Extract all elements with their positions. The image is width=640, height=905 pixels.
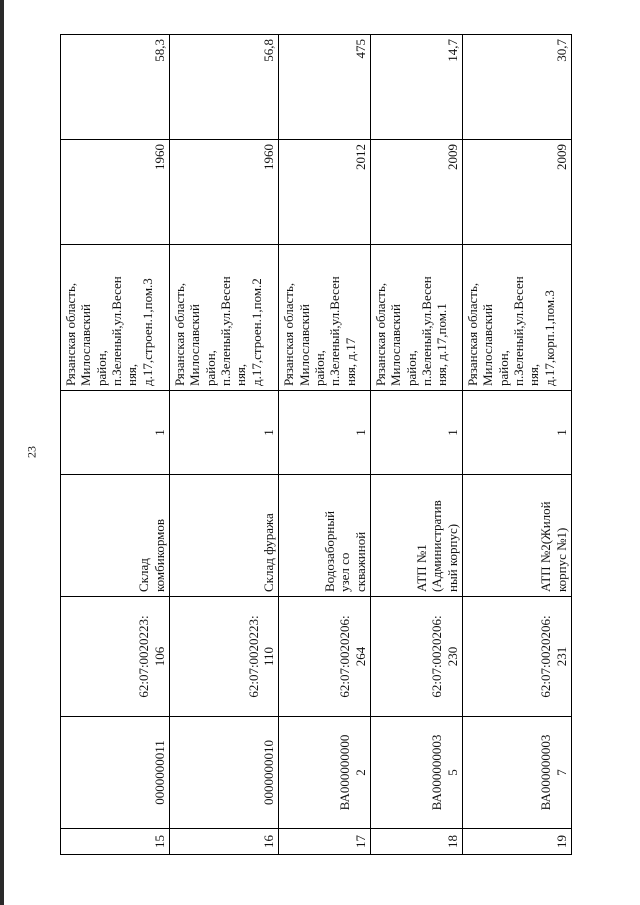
object-name-cell: АТП №1 (Административ ный корпус) (371, 475, 463, 597)
cadastral-number-cell: 62:07:0020206: 264 (279, 597, 371, 717)
page-number: 23 (24, 446, 39, 458)
object-name-cell: Склад фуража (170, 475, 279, 597)
table-row (371, 35, 463, 855)
row-number-cell: 18 (371, 829, 463, 855)
row-number-cell: 17 (279, 829, 371, 855)
year-cell: 2009 (462, 140, 571, 245)
table-row (61, 35, 170, 855)
object-name-cell: Водозаборный узел со скважиной (279, 475, 371, 597)
address-cell: Рязанская область, Милославский район, п.Зеленый,ул.Весен няя, д.17,корп.1,пом.3 (462, 245, 571, 391)
inventory-number-cell: 0000000010 (170, 717, 279, 829)
inventory-number-cell: ВА000000003 7 (462, 717, 571, 829)
address-cell: Рязанская область, Милославский район, п.Зеленый,ул.Весен няя, д.17 (279, 245, 371, 391)
cadastral-number-cell: 62:07:0020206: 231 (462, 597, 571, 717)
address-cell: Рязанская область, Милославский район, п.Зеленый,ул.Весен няя, д.17,строен.1,пом.3 (61, 245, 170, 391)
row-number-cell: 19 (462, 829, 571, 855)
area-cell: 14,7 (371, 35, 463, 140)
table-row (170, 35, 279, 855)
cadastral-number-cell: 62:07:0020223: 110 (170, 597, 279, 717)
row-number-cell: 15 (61, 829, 170, 855)
year-cell: 2009 (371, 140, 463, 245)
quantity-cell: 1 (371, 391, 463, 475)
address-cell: Рязанская область, Милославский район, п.Зеленый,ул.Весен няя, д.17,пом.1 (371, 245, 463, 391)
rotated-table-container (60, 35, 572, 855)
year-cell: 1960 (170, 140, 279, 245)
quantity-cell: 1 (61, 391, 170, 475)
quantity-cell: 1 (462, 391, 571, 475)
area-cell: 30,7 (462, 35, 571, 140)
object-name-cell: АТП №2(Жилой корпус №1) (462, 475, 571, 597)
year-cell: 1960 (61, 140, 170, 245)
area-cell: 58,3 (61, 35, 170, 140)
property-registry-table (60, 34, 572, 855)
inventory-number-cell: 0000000011 (61, 717, 170, 829)
cadastral-number-cell: 62:07:0020206: 230 (371, 597, 463, 717)
quantity-cell: 1 (279, 391, 371, 475)
year-cell: 2012 (279, 140, 371, 245)
quantity-cell: 1 (170, 391, 279, 475)
address-cell: Рязанская область, Милославский район, п.Зеленый,ул.Весен няя, д.17,строен.1,пом.2 (170, 245, 279, 391)
table-row (462, 35, 571, 855)
cadastral-number-cell: 62:07:0020223: 106 (61, 597, 170, 717)
inventory-number-cell: ВА000000000 2 (279, 717, 371, 829)
scan-edge (0, 0, 4, 905)
row-number-cell: 16 (170, 829, 279, 855)
table-row (279, 35, 371, 855)
area-cell: 475 (279, 35, 371, 140)
area-cell: 56,8 (170, 35, 279, 140)
inventory-number-cell: ВА000000003 5 (371, 717, 463, 829)
object-name-cell: Склад комбикормов (61, 475, 170, 597)
